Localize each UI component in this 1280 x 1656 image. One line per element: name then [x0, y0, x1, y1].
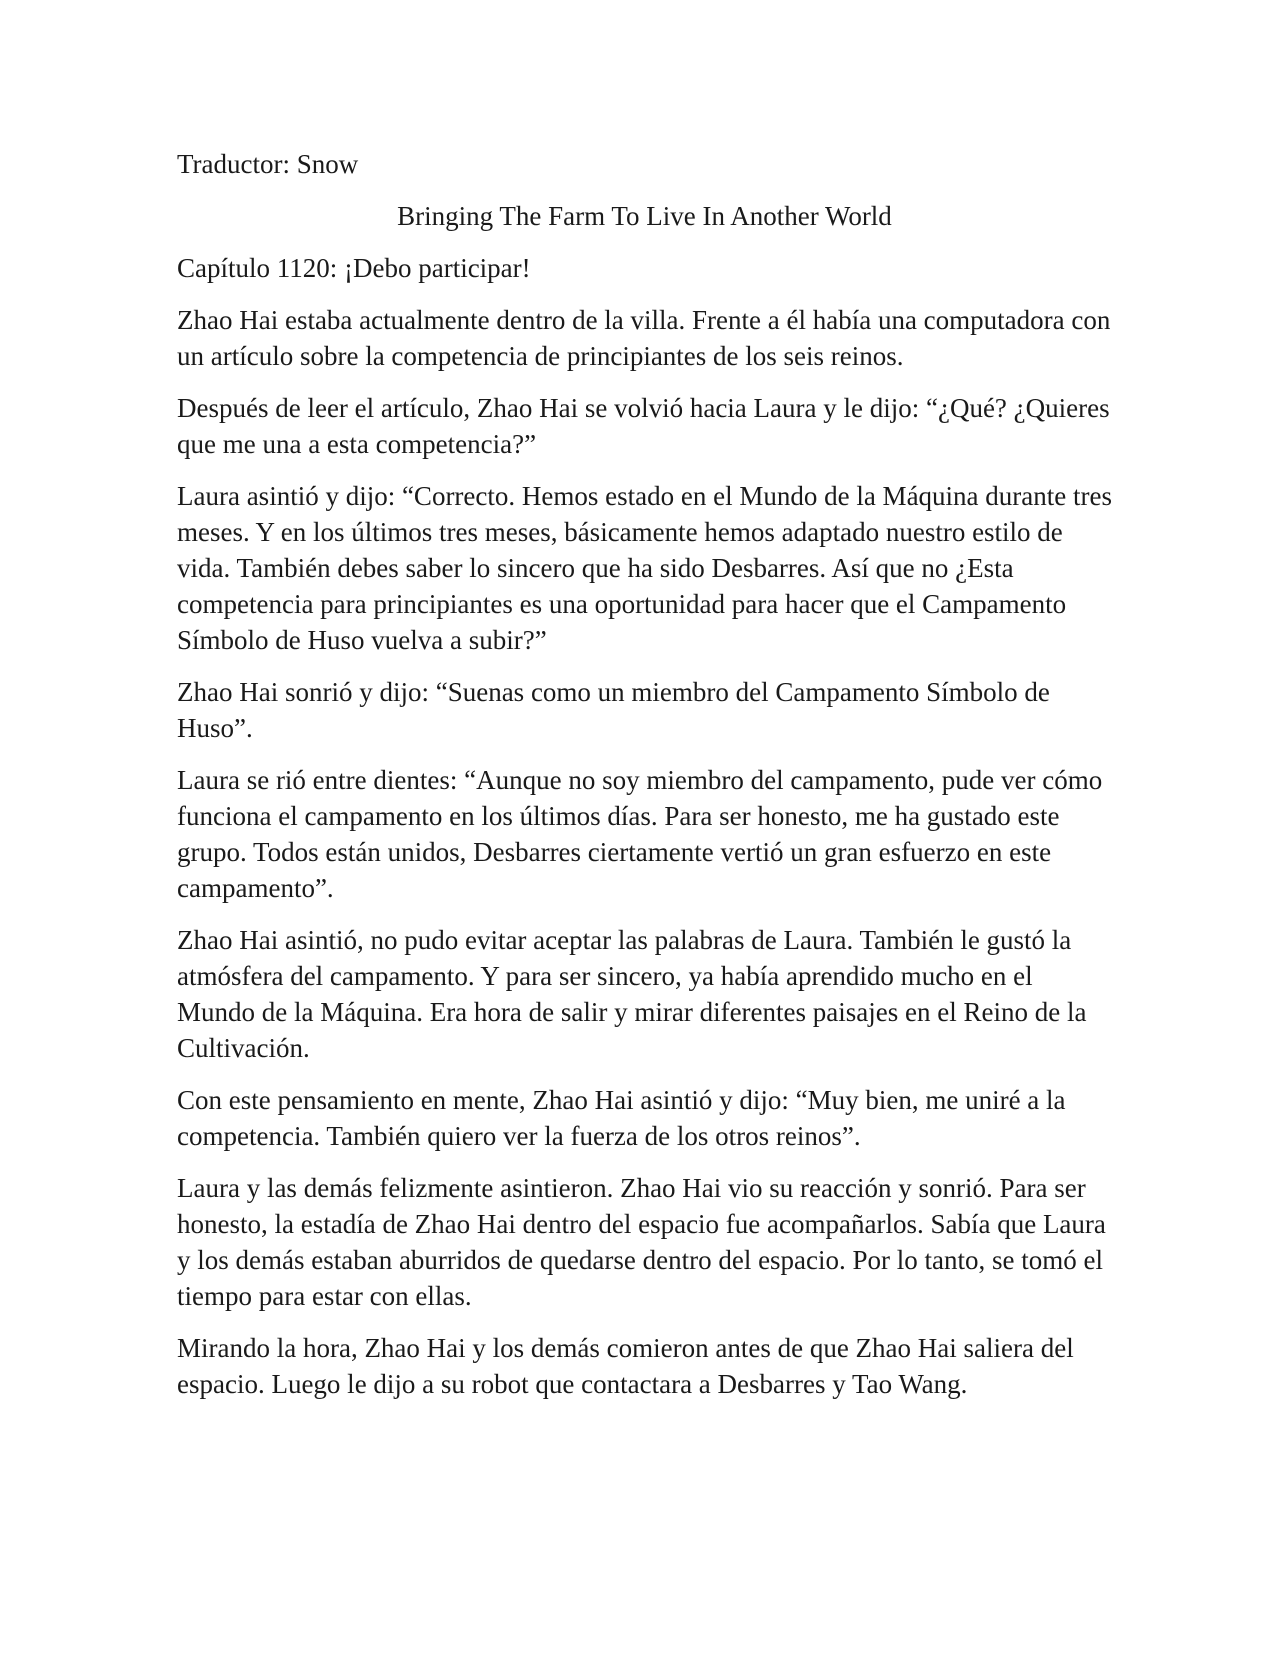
- paragraph-7: Con este pensamiento en mente, Zhao Hai asintió y dijo: “Muy bien, me uniré a la competencia. También quiero ver la fuerza de los otros reinos”.: [177, 1085, 1066, 1151]
- paragraph-6: Zhao Hai asintió, no pudo evitar aceptar las palabras de Laura. También le gustó la atmósfera del campamento. Y para ser sincero, ya había aprendido mucho en el Mundo de la Máquina. Era hora de salir y mirar diferentes paisajes en el Reino de la Cultivación.: [177, 925, 1087, 1063]
- paragraph-3: Laura asintió y dijo: “Correcto. Hemos estado en el Mundo de la Máquina durante tres meses. Y en los últimos tres meses, básicamente hemos adaptado nuestro estilo de vida. También debes saber lo sincero que ha sido Desbarres. Así que no ¿Esta competencia para principiantes es una oportunidad para hacer que el Campamento Símbolo de Huso vuelva a subir?”: [177, 481, 1112, 655]
- book-title: Bringing The Farm To Live In Another World: [397, 201, 892, 231]
- document-body: [177, 146, 1112, 1418]
- paragraph-1: Zhao Hai estaba actualmente dentro de la villa. Frente a él había una computadora con un artículo sobre la competencia de principiantes de los seis reinos.: [177, 305, 1111, 371]
- chapter-title: Capítulo 1120: ¡Debo participar!: [177, 253, 531, 283]
- paragraph-5: Laura se rió entre dientes: “Aunque no soy miembro del campamento, pude ver cómo funciona el campamento en los últimos días. Para ser honesto, me ha gustado este grupo. Todos están unidos, Desbarres ciertamente vertió un gran esfuerzo en este campamento”.: [177, 765, 1103, 903]
- paragraph-9: Mirando la hora, Zhao Hai y los demás comieron antes de que Zhao Hai saliera del espacio. Luego le dijo a su robot que contactara a Desbarres y Tao Wang.: [177, 1333, 1074, 1399]
- paragraph-8: Laura y las demás felizmente asintieron. Zhao Hai vio su reacción y sonrió. Para ser honesto, la estadía de Zhao Hai dentro del espacio fue acompañarlos. Sabía que Laura y los demás estaban aburridos de quedarse dentro del espacio. Por lo tanto, se tomó el tiempo para estar con ellas.: [177, 1173, 1106, 1311]
- paragraph-2: Después de leer el artículo, Zhao Hai se volvió hacia Laura y le dijo: “¿Qué? ¿Quieres que me una a esta competencia?”: [177, 393, 1110, 459]
- paragraph-4: Zhao Hai sonrió y dijo: “Suenas como un miembro del Campamento Símbolo de Huso”.: [177, 677, 1050, 743]
- translator-credit: Traductor: Snow: [177, 149, 359, 179]
